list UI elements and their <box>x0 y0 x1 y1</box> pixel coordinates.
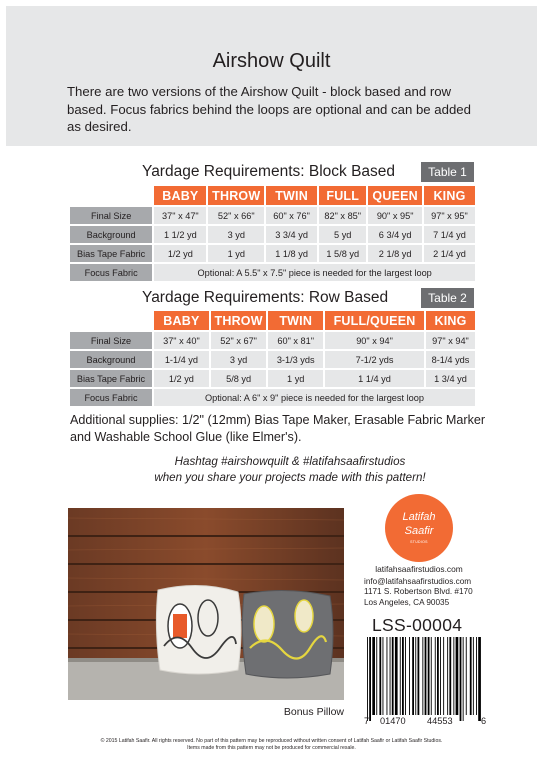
size-header: FULL/QUEEN <box>325 311 424 330</box>
sku-number: LSS-00004 <box>372 615 463 635</box>
table1-tag: Table 1 <box>421 162 474 182</box>
row-label: Focus Fabric <box>70 264 152 281</box>
table-cell: 1 yd <box>268 370 323 387</box>
footer-line: Items made from this pattern may not be produced for commercial resale. <box>187 745 356 751</box>
table-cell: 7-1/2 yds <box>325 351 424 368</box>
size-header: KING <box>424 186 475 205</box>
table-cell: 1 1/2 yd <box>154 226 206 243</box>
table1-header-row <box>70 186 475 205</box>
focus-note: Optional: A 5.5" x 7.5" piece is needed for the largest loop <box>154 264 475 281</box>
table-cell: 2 1/4 yd <box>424 245 475 262</box>
table-cell: 52" x 66" <box>208 207 264 224</box>
row-label: Bias Tape Fabric <box>70 245 152 262</box>
page-title: Airshow Quilt <box>212 50 331 72</box>
table-cell: 1 1/8 yd <box>266 245 317 262</box>
table-row <box>70 351 475 368</box>
row-label: Background <box>70 226 152 243</box>
size-header: TWIN <box>268 311 323 330</box>
intro-text: There are two versions of the Airshow Quilt - block based and row based. Focus fabrics behind the loops are optional and can be added as desired. <box>67 84 471 134</box>
size-header: FULL <box>319 186 366 205</box>
bonus-pillow-photo <box>68 508 344 700</box>
table-cell: 1-1/4 yd <box>154 351 209 368</box>
table-cell: 2 1/8 yd <box>368 245 422 262</box>
table-cell: 90" x 95" <box>368 207 422 224</box>
photo-caption: Bonus Pillow <box>283 706 344 718</box>
table-cell: 60" x 76" <box>266 207 317 224</box>
table-cell: 3 yd <box>211 351 267 368</box>
table-cell: 90" x 94" <box>325 332 424 349</box>
additional-supplies: Additional supplies: 1/2" (12mm) Bias Tape Maker, Erasable Fabric Marker and Washable School Glue (like Elmer's). <box>70 413 486 444</box>
table-row <box>70 370 475 387</box>
contact-city: Los Angeles, CA 90035 <box>364 597 450 607</box>
table-cell: 97" x 95" <box>424 207 475 224</box>
table-row-based <box>68 309 477 408</box>
hashtag-line: Hashtag #airshowquilt & #latifahsaafirstudios <box>174 455 406 468</box>
table-row <box>70 226 475 243</box>
contact-block <box>364 577 473 608</box>
table-cell: 3 yd <box>208 226 264 243</box>
table-row <box>70 332 475 349</box>
row-label: Bias Tape Fabric <box>70 370 152 387</box>
contact-address: 1171 S. Robertson Blvd. #170 <box>364 587 473 597</box>
size-header: TWIN <box>266 186 317 205</box>
website: latifahsaafirstudios.com <box>375 564 463 574</box>
focus-note: Optional: A 6" x 9" piece is needed for the largest loop <box>154 389 475 406</box>
table-cell: 6 3/4 yd <box>368 226 422 243</box>
table-cell: 1 3/4 yd <box>426 370 475 387</box>
size-header: THROW <box>208 186 264 205</box>
table-cell: 60" x 81" <box>268 332 323 349</box>
size-header: KING <box>426 311 475 330</box>
table-cell: 1 5/8 yd <box>319 245 366 262</box>
copyright-footer <box>0 738 543 752</box>
table-row <box>70 207 475 224</box>
table-cell: 52" x 67" <box>211 332 267 349</box>
table2-header-row <box>70 311 475 330</box>
table2-heading: Yardage Requirements: Row Based <box>142 289 389 306</box>
barcode <box>365 637 485 721</box>
table-cell: 37" x 47" <box>154 207 206 224</box>
logo-line: Saafir <box>404 525 434 537</box>
row-label: Background <box>70 351 152 368</box>
table-cell: 5/8 yd <box>211 370 267 387</box>
table2-tag: Table 2 <box>421 288 474 308</box>
barcode-digit: 7 <box>364 716 370 726</box>
table-cell: 5 yd <box>319 226 366 243</box>
size-header: QUEEN <box>368 186 422 205</box>
barcode-digit: 44553 <box>427 716 453 726</box>
table-cell: 3 3/4 yd <box>266 226 317 243</box>
barcode-digit: 6 <box>481 716 487 726</box>
table-cell: 8-1/4 yds <box>426 351 475 368</box>
table-cell: 37" x 40" <box>154 332 209 349</box>
barcode-digit: 01470 <box>380 716 406 726</box>
hashtag-note <box>90 454 490 485</box>
size-header: BABY <box>154 311 209 330</box>
barcode-numbers <box>364 716 488 728</box>
logo-line: STUDIOS <box>410 540 428 544</box>
table-cell: 7 1/4 yd <box>424 226 475 243</box>
table-row <box>70 389 475 406</box>
table-cell: 1 1/4 yd <box>325 370 424 387</box>
table-block-based <box>68 184 477 283</box>
table-cell: 1/2 yd <box>154 245 206 262</box>
row-label: Focus Fabric <box>70 389 152 406</box>
hashtag-line: when you share your projects made with this pattern! <box>154 470 426 484</box>
size-header: BABY <box>154 186 206 205</box>
table-cell: 3-1/3 yds <box>268 351 323 368</box>
logo-line: Latifah <box>402 511 436 523</box>
table-cell: 1 yd <box>208 245 264 262</box>
size-header: THROW <box>211 311 267 330</box>
table-row <box>70 264 475 281</box>
latifah-saafir-logo <box>385 494 453 562</box>
table-cell: 1/2 yd <box>154 370 209 387</box>
table1-heading: Yardage Requirements: Block Based <box>142 163 396 180</box>
footer-line: © 2015 Latifah Saafir. All rights reserved. No part of this pattern may be reproduced without written consent of Latifah Saafir or Latifah Saafir Studios. <box>100 738 443 744</box>
table-cell: 97" x 94" <box>426 332 475 349</box>
row-label: Final Size <box>70 332 152 349</box>
row-label: Final Size <box>70 207 152 224</box>
table-cell: 82" x 85" <box>319 207 366 224</box>
contact-email: info@latifahsaafirstudios.com <box>364 577 472 586</box>
table-row <box>70 245 475 262</box>
